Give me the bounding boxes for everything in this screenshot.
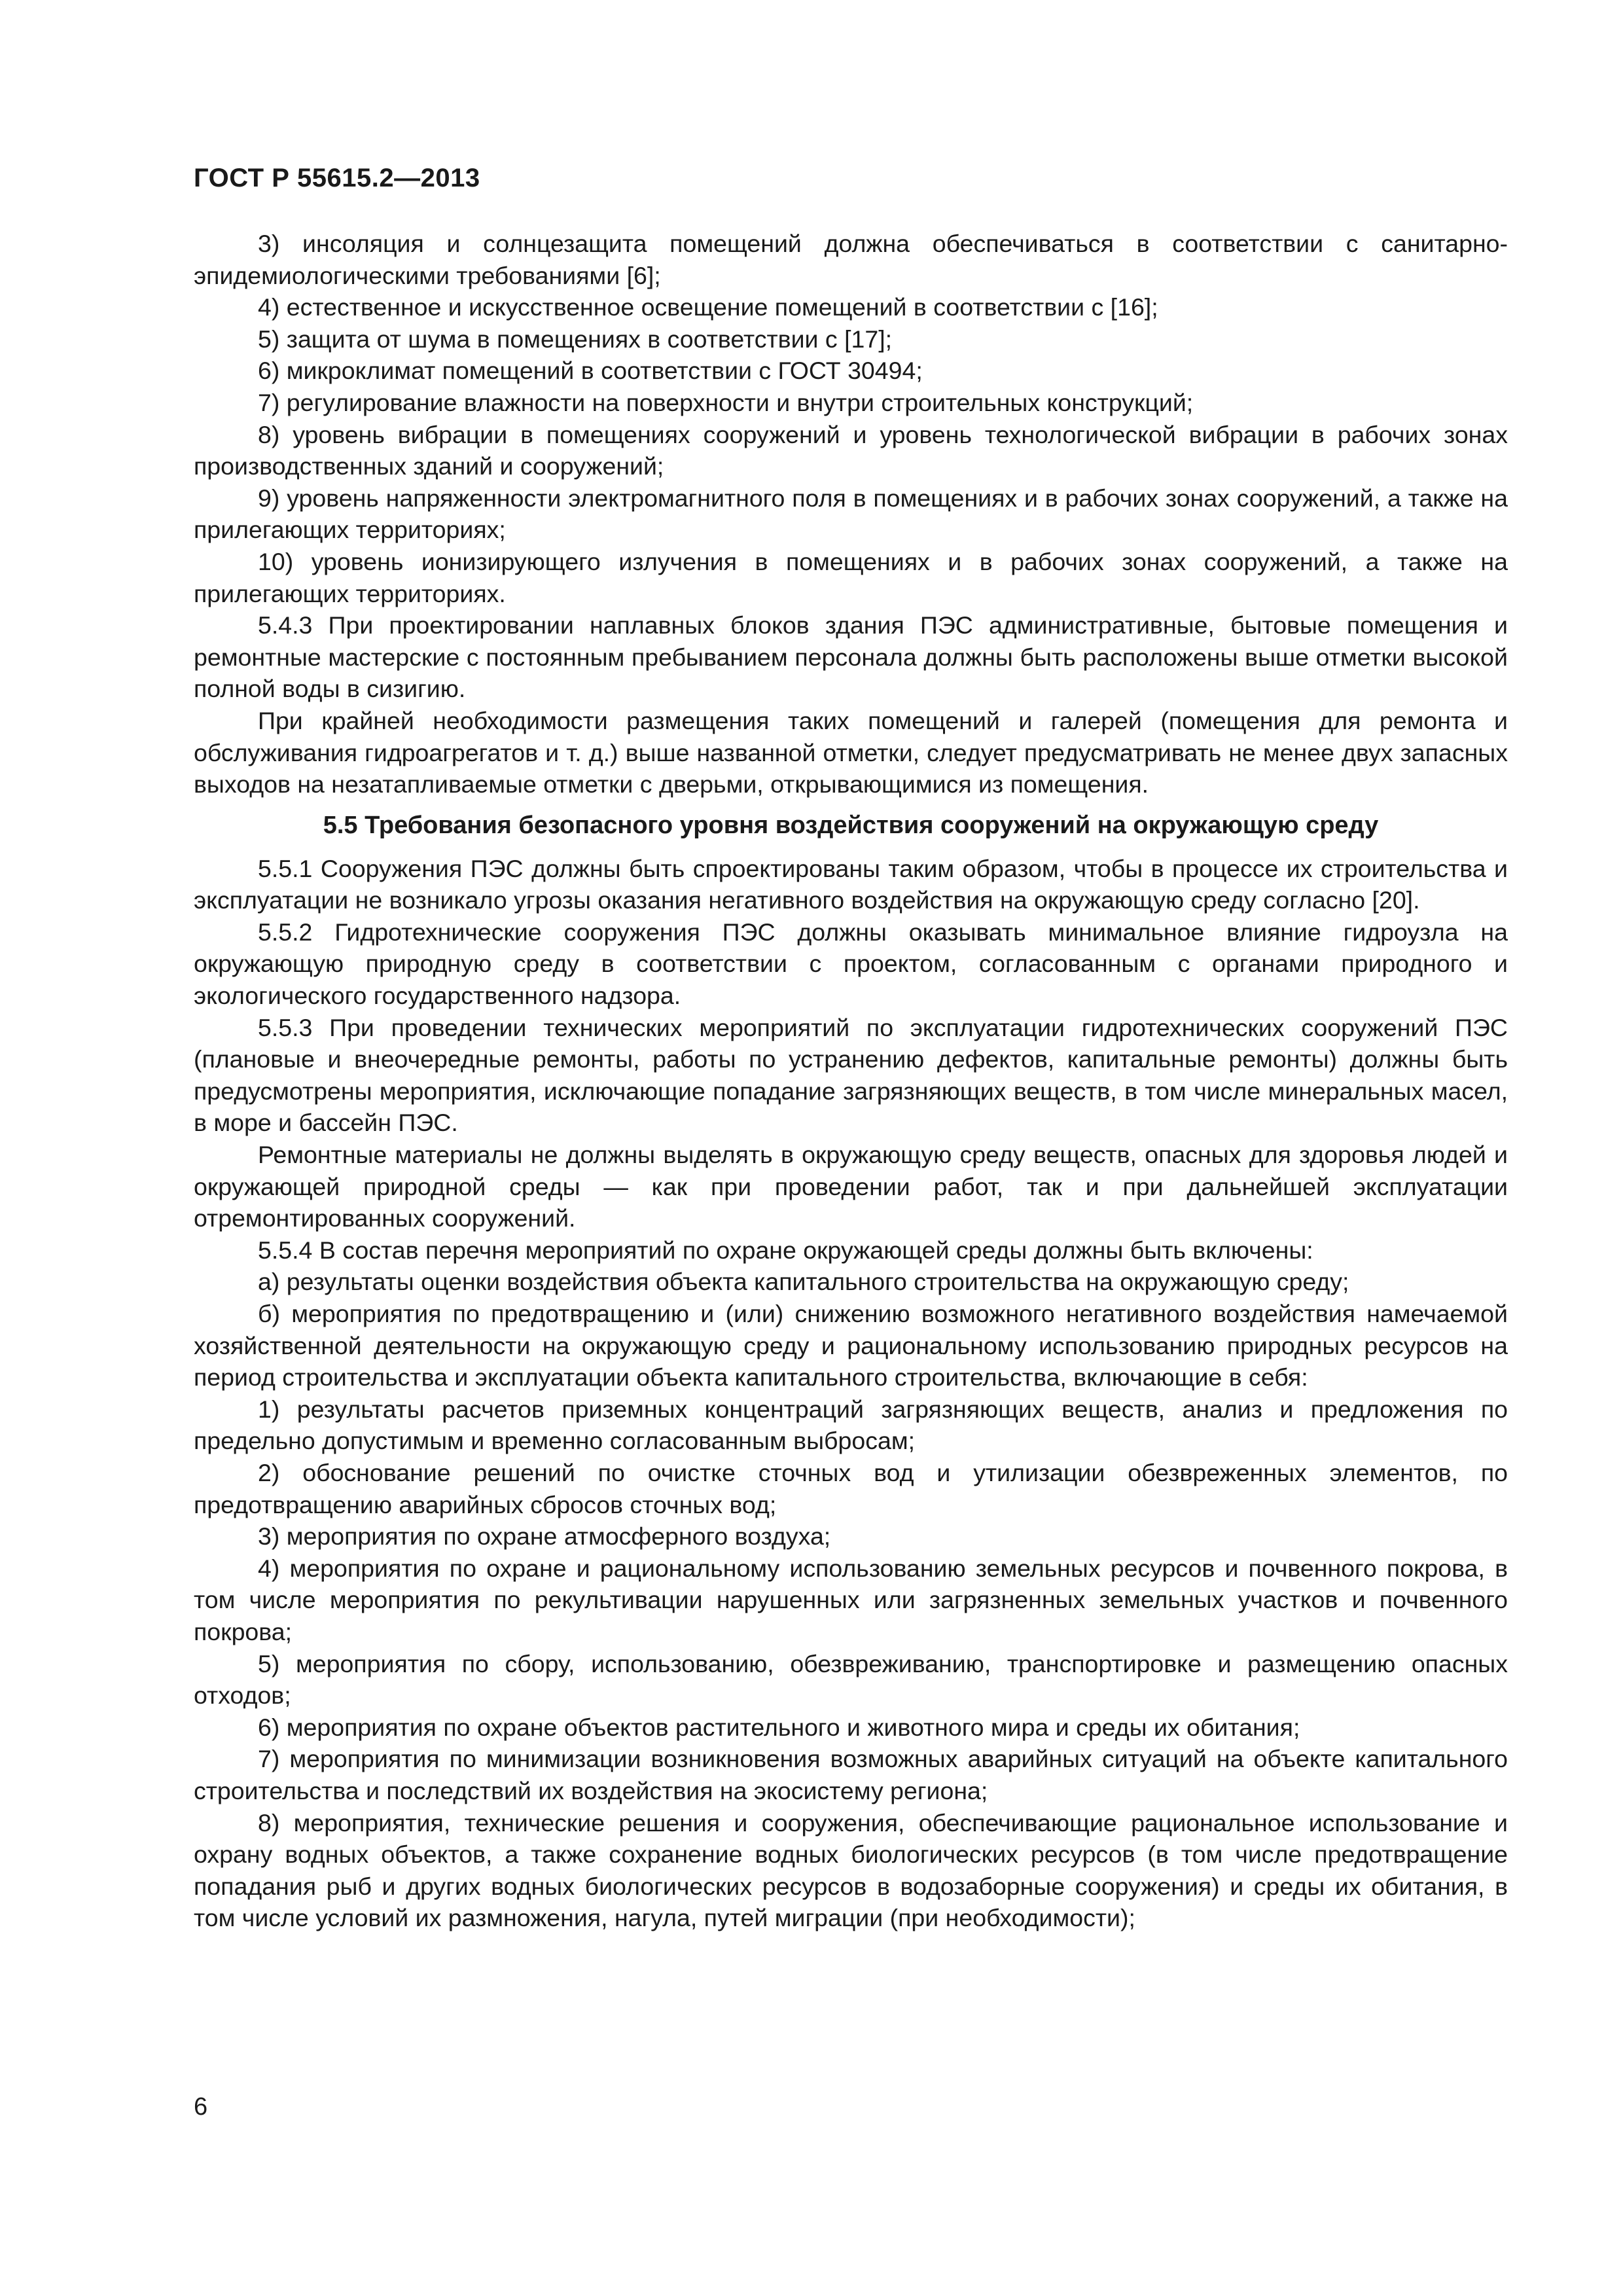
paragraph: 10) уровень ионизирующего излучения в помещениях и в рабочих зонах сооружений, а также на прилегающих территориях. bbox=[194, 547, 1508, 607]
paragraph: 4) мероприятия по охране и рациональному использованию земельных ресурсов и почвенного покрова, в том числе мероприятия по рекультивации нарушенных или загрязненных земельных участков и почвенного покрова; bbox=[194, 1554, 1508, 1645]
paragraph: 5.5.4 В состав перечня мероприятий по охране окружающей среды должны быть включены: bbox=[258, 1236, 1313, 1264]
body-text bbox=[194, 228, 1508, 1934]
section-heading: 5.5 Требования безопасного уровня воздействия сооружений на окружающую среду bbox=[323, 811, 1379, 839]
paragraph: 5.5.2 Гидротехнические сооружения ПЭС должны оказывать минимальное влияние гидроузла на окружающую природную среду в соответствии с проектом, согласованным с органами природного и экологического государственного надзора. bbox=[194, 918, 1508, 1010]
paragraph: 8) мероприятия, технические решения и сооружения, обеспечивающие рациональное использование и охрану водных объектов, а также сохранение водных биологических ресурсов (в том числе предотвращение попадания рыб и других водных биологических ресурсов в водозаборные сооружения) и среды их обитания, в том числе условий их размножения, нагула, путей миграции (при необходимости); bbox=[194, 1808, 1508, 1932]
paragraph: 6) мероприятия по охране объектов растительного и животного мира и среды их обитания; bbox=[258, 1713, 1300, 1741]
page-number: 6 bbox=[194, 2093, 208, 2121]
paragraph: 5) защита от шума в помещениях в соответствии с [17]; bbox=[258, 325, 893, 353]
paragraph: б) мероприятия по предотвращению и (или) снижению возможного негативного воздействия намечаемой хозяйственной деятельности на окружающую среду и рациональному использованию природных ресурсов на период строительства и эксплуатации объекта капитального строительства, включающие в себя: bbox=[194, 1300, 1508, 1391]
paragraph: 5.5.3 При проведении технических мероприятий по эксплуатации гидротехнических сооружений ПЭС (плановые и внеочередные ремонты, работы по устранению дефектов, капитальные ремонты) должны быть предусмотрены мероприятия, исключающие попадание загрязняющих веществ, в том числе минеральных масел, в море и бассейн ПЭС. bbox=[194, 1013, 1508, 1137]
paragraph: 3) инсоляция и солнцезащита помещений должна обеспечиваться в соответствии с санитарно-эпидемиологическими требованиями [6]; bbox=[194, 230, 1508, 289]
paragraph: 7) мероприятия по минимизации возникновения возможных аварийных ситуаций на объекте капитального строительства и последствий их воздействия на экосистему региона; bbox=[194, 1745, 1508, 1804]
paragraph: 5) мероприятия по сбору, использованию, обезвреживанию, транспортировке и размещению опасных отходов; bbox=[194, 1649, 1508, 1710]
paragraph: 2) обоснование решений по очистке сточных вод и утилизации обезвреженных элементов, по предотвращению аварийных сбросов сточных вод; bbox=[194, 1458, 1508, 1518]
paragraph: Ремонтные материалы не должны выделять в окружающую среду веществ, опасных для здоровья людей и окружающей природной среды — как при проведении работ, так и при дальнейшей эксплуатации отремонтированных сооружений. bbox=[194, 1141, 1508, 1232]
paragraph: 5.4.3 При проектировании наплавных блоков здания ПЭС административные, бытовые помещения и ремонтные мастерские с постоянным пребыванием персонала должны быть расположены выше отметки высокой полной воды в сизигию. bbox=[194, 611, 1508, 703]
paragraph: а) результаты оценки воздействия объекта капитального строительства на окружающую среду; bbox=[258, 1268, 1349, 1296]
paragraph: 5.5.1 Сооружения ПЭС должны быть спроектированы таким образом, чтобы в процессе их строительства и эксплуатации не возникало угрозы оказания негативного воздействия на окружающую среду согласно [20]. bbox=[194, 854, 1508, 914]
paragraph: 9) уровень напряженности электромагнитного поля в помещениях и в рабочих зонах сооружений, а также на прилегающих территориях; bbox=[194, 484, 1508, 544]
paragraph: 7) регулирование влажности на поверхности и внутри строительных конструкций; bbox=[258, 388, 1194, 416]
paragraph: 4) естественное и искусственное освещение помещений в соответствии с [16]; bbox=[258, 293, 1158, 321]
paragraph: 8) уровень вибрации в помещениях сооружений и уровень технологической вибрации в рабочих зонах производственных зданий и сооружений; bbox=[194, 420, 1508, 480]
paragraph: 1) результаты расчетов приземных концентраций загрязняющих веществ, анализ и предложения по предельно допустимым и временно согласованным выбросам; bbox=[194, 1395, 1508, 1455]
paragraph: 6) микроклимат помещений в соответствии с ГОСТ 30494; bbox=[258, 357, 923, 385]
document-code-header: ГОСТ Р 55615.2—2013 bbox=[194, 164, 480, 192]
paragraph: При крайней необходимости размещения таких помещений и галерей (помещения для ремонта и обслуживания гидроагрегатов и т. д.) выше названной отметки, следует предусматривать не менее двух запасных выходов на незатапливаемые отметки с дверьми, открывающимися из помещения. bbox=[194, 706, 1508, 798]
paragraph: 3) мероприятия по охране атмосферного воздуха; bbox=[258, 1522, 831, 1551]
